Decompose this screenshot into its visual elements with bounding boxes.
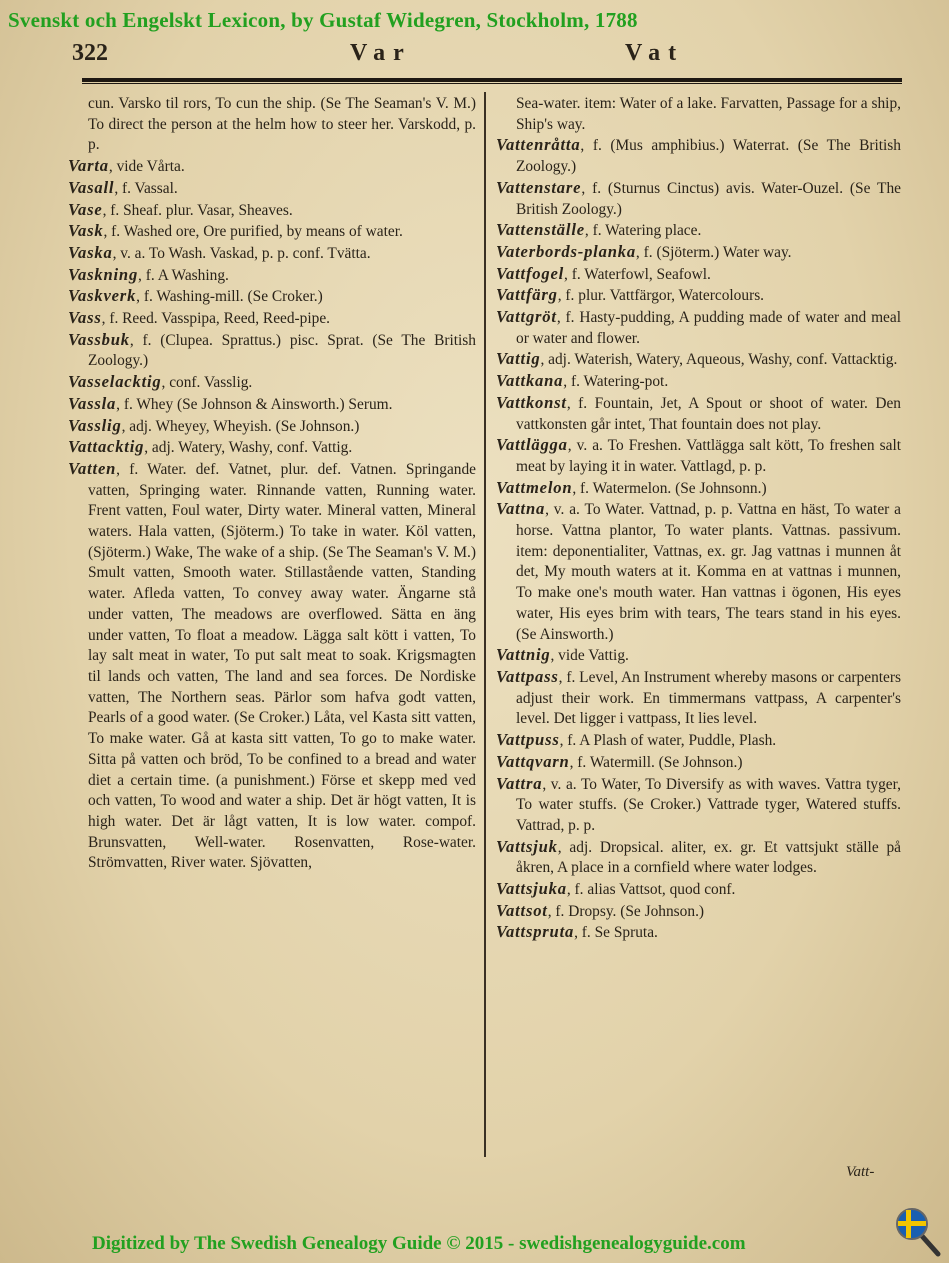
entry-definition: , f. Se Spruta.: [574, 924, 658, 942]
dictionary-entry: [496, 307, 901, 349]
headword: Vattra: [496, 773, 543, 793]
headword: Vattna: [496, 499, 546, 519]
headword: Vattsot: [496, 900, 548, 920]
entry-definition: , v. a. To Freshen. Vattlägga salt kött, To freshen salt meat by laying it in water. Vattlagd, p. p.: [516, 437, 901, 475]
entry-definition: , adj. Dropsical. aliter, ex. gr. Et vattsjukt ställe på åkren, A place in a cornfield where water lodges.: [516, 838, 901, 877]
dictionary-entry: [496, 774, 901, 837]
dictionary-entry: [68, 156, 476, 178]
headword: Vasall: [68, 177, 115, 197]
entry-definition: , f. Reed. Vasspipa, Reed, Reed-pipe.: [101, 310, 331, 328]
entry-definition: , f. Watering place.: [584, 222, 702, 240]
left-column: [68, 94, 476, 874]
catchword: Vatt-: [846, 1164, 875, 1180]
dictionary-entry: [496, 393, 901, 435]
headword: Vattsjuka: [496, 879, 567, 899]
entry-definition: , f. Waterfowl, Seafowl.: [564, 265, 711, 283]
entry-definition: , conf. Vasslig.: [161, 374, 253, 392]
entry-definition: , adj. Watery, Washy, conf. Vattig.: [144, 439, 353, 457]
headword: Vattpuss: [496, 730, 560, 750]
headword: Vaskverk: [68, 286, 137, 306]
entry-definition: , f. A Washing.: [138, 266, 229, 284]
headword: Vattenställe: [496, 220, 585, 240]
headword: Vaskning: [68, 264, 139, 284]
dictionary-entry: [68, 416, 476, 438]
headword: Varta: [68, 156, 109, 176]
headword: Vattacktig: [68, 437, 145, 457]
dictionary-entry: [496, 922, 901, 944]
headword: Vattmelon: [496, 477, 573, 497]
entry-definition: , f. Hasty-pudding, A pudding made of water and meal or water and flower.: [516, 309, 901, 347]
headword: Vattfärg: [496, 285, 558, 305]
dictionary-entry: [496, 879, 901, 901]
entry-definition: , adj. Wheyey, Wheyish. (Se Johnson.): [121, 417, 360, 435]
dictionary-entry: [68, 330, 476, 372]
entry-definition: , v. a. To Water. Vattnad, p. p. Vattna en häst, To water a horse. Vattna plantor, To water plants. Vattnas. passivum. item: deponentialiter, Vattnas, ex. gr. Jag vattnas i munnen åt det, My mouth waters at it. Komma en at vattnas i munnen, To make one's mouth water. Han vattnas i ögonen, His eyes water, His eyes brim with tears, The tears stand in his eyes. (Se Ainsworth.): [516, 501, 901, 643]
headword: Vassbuk: [68, 329, 130, 349]
dictionary-entry: [496, 499, 901, 645]
dictionary-entry: [68, 243, 476, 265]
headword: Vassla: [68, 393, 117, 413]
entry-definition: , f. (Clupea. Sprattus.) pisc. Sprat. (Se The British Zoology.): [88, 331, 476, 370]
header-right-guide-word: Vat: [625, 40, 685, 66]
entry-definition: , f. Level, An Instrument whereby masons or carpenters adjust their work. En timmermans vattpass, A carpenter's level. Det ligger i vattpass, It lies level.: [516, 668, 901, 728]
dictionary-entry: [496, 371, 901, 393]
headword: Vattsjuk: [496, 836, 558, 856]
entry-definition: , f. (Sturnus Cinctus) avis. Water-Ouzel. (Se The British Zoology.): [516, 179, 901, 218]
dictionary-entry: [496, 667, 901, 730]
entry-definition: , f. Watering-pot.: [563, 373, 669, 391]
entry-definition: , f. Dropsy. (Se Johnson.): [547, 902, 705, 920]
dictionary-entry: [496, 478, 901, 500]
headword: Vattqvarn: [496, 751, 570, 771]
dictionary-entry: [496, 349, 901, 371]
entry-definition: , f. Whey (Se Johnson & Ainsworth.) Serum.: [116, 395, 393, 413]
dictionary-entry: [68, 437, 476, 459]
headword: Vattgröt: [496, 307, 557, 327]
headword: Vattenråtta: [496, 135, 581, 155]
right-column: [496, 94, 901, 944]
dictionary-entry: [496, 242, 901, 264]
column-divider: [484, 92, 486, 1157]
entry-definition: , adj. Waterish, Watery, Aqueous, Washy, conf. Vattacktig.: [540, 351, 898, 369]
headword: Vaterbords-planka: [496, 241, 636, 261]
dictionary-entry: [68, 308, 476, 330]
entry-definition: , f. Fountain, Jet, A Spout or shoot of water. Den vattkonsten går intet, That fountain does not play.: [516, 394, 901, 433]
header-rule: [82, 78, 902, 84]
entry-definition: , v. a. To Wash. Vaskad, p. p. conf. Tvätta.: [112, 244, 371, 262]
headword: Vattnig: [496, 645, 551, 665]
dictionary-entry: [496, 730, 901, 752]
entry-definition: , f. Washed ore, Ore purified, by means of water.: [103, 223, 403, 241]
page-number: 322: [72, 40, 108, 66]
dictionary-entry: [496, 901, 901, 923]
entry-definition: , f. Sheaf. plur. Vasar, Sheaves.: [102, 201, 293, 219]
dictionary-entry: [496, 220, 901, 242]
headword: Vattpass: [496, 666, 559, 686]
dictionary-entry: [68, 459, 476, 874]
dictionary-entry: [68, 372, 476, 394]
dictionary-entry: [68, 265, 476, 287]
entry-definition: , f. plur. Vattfärgor, Watercolours.: [557, 287, 765, 305]
dictionary-entry: [68, 286, 476, 308]
dictionary-entry: [68, 178, 476, 200]
entry-definition: , f. alias Vattsot, quod conf.: [566, 881, 736, 899]
dictionary-entry: [496, 752, 901, 774]
dictionary-entry: [68, 200, 476, 222]
headword: Vattkana: [496, 371, 564, 391]
entry-definition: , vide Vårta.: [108, 158, 185, 176]
entry-definition: , f. A Plash of water, Puddle, Plash.: [559, 732, 777, 750]
dictionary-entry: [68, 221, 476, 243]
entry-definition: , f. (Mus amphibius.) Waterrat. (Se The British Zoology.): [516, 137, 901, 176]
dictionary-entry: [496, 837, 901, 879]
dictionary-entry: [496, 645, 901, 667]
entry-definition: , f. Watermelon. (Se Johnsonn.): [572, 479, 767, 497]
top-caption: Svenskt och Engelskt Lexicon, by Gustaf Widegren, Stockholm, 1788: [8, 8, 638, 32]
headword: Vass: [68, 308, 102, 328]
dictionary-entry: [496, 264, 901, 286]
dictionary-entry: [496, 178, 901, 220]
dictionary-entry: [68, 394, 476, 416]
headword: Vaska: [68, 242, 113, 262]
swedish-flag-magnifier-icon[interactable]: [894, 1206, 942, 1258]
entry-definition: , f. Washing-mill. (Se Croker.): [136, 288, 323, 306]
headword: Vask: [68, 221, 104, 241]
entry-definition: , vide Vattig.: [550, 647, 629, 665]
headword: Vasslig: [68, 415, 122, 435]
entry-definition: , f. (Sjöterm.) Water way.: [635, 243, 792, 261]
headword: Vattenstare: [496, 177, 582, 197]
header-left-guide-word: Var: [350, 40, 412, 66]
entry-definition: , f. Vassal.: [114, 179, 178, 197]
entry-definition: , v. a. To Water, To Diversify as with waves. Vattra tyger, To water stuffs. (Se Croker.) Vattrade tyger, Watered stuffs. Vattrad, p. p.: [516, 775, 901, 834]
headword: Vattfogel: [496, 263, 565, 283]
bottom-caption: Digitized by The Swedish Genealogy Guide © 2015 - swedishgenealogyguide.com: [92, 1233, 746, 1254]
dictionary-entry: [496, 94, 901, 135]
headword: Vattkonst: [496, 392, 567, 412]
entry-definition: , f. Watermill. (Se Johnson.): [569, 753, 743, 771]
dictionary-entry: [496, 285, 901, 307]
entry-definition: Sea-water. item: Water of a lake. Farvatten, Passage for a ship, Ship's way.: [516, 95, 901, 133]
dictionary-entry: [68, 94, 476, 156]
headword: Vase: [68, 199, 103, 219]
headword: Vattlägga: [496, 435, 568, 455]
entry-definition: cun. Varsko til rors, To cun the ship. (Se The Seaman's V. M.) To direct the person at the helm how to steer her. Varskodd, p. p.: [88, 95, 476, 154]
page-header: [70, 40, 900, 70]
dictionary-entry: [496, 135, 901, 177]
headword: Vattspruta: [496, 922, 575, 942]
headword: Vattig: [496, 349, 541, 369]
headword: Vatten: [68, 458, 117, 478]
entry-definition: , f. Water. def. Vatnet, plur. def. Vatnen. Springande vatten, Springing water. Rinnande vatten, Running water. Frent vatten, Foul water, Dirty water. Mineral vatten, Mineral waters. Hala vatten, (Sjöterm.) To take in water. Köl vatten, (Sjöterm.) Wake, The wake of a ship. (Se The Seaman's V. M.) Smult vatten, Smooth water. Stillastående vatten, Standing water. Afleda vatten, To convey away water. Ängarne stå under vatten, The meadows are overflowed. Sätta en äng under vatten, To float a meadow. Lägga salt kött i vatten, To lay salt meat in water, To put salt meat to soak. Krigsmagten til lands och vatten, The land and sea forces. De Nordiske vatten, The Northern seas. Pärlor som hafva godt vatten, Pearls of a good water. (Se Croker.) Låta, vel Kasta sitt vatten, To make water. Gå at kasta sitt vatten, To go to make water. Sitta på vatten och bröd, To be confined to a bread and water diet a certain time. (a punishment.) Förse et skepp med ved och vatten, To wood and water a ship. Det är högt vatten, It is high water. Det är lågt vatten, It is low water. compof. Brunsvatten, Well-water. Rosenvatten, Rose-water. Strömvatten, River water. Sjövatten,: [88, 460, 476, 872]
headword: Vasselacktig: [68, 372, 162, 392]
dictionary-entry: [496, 435, 901, 477]
